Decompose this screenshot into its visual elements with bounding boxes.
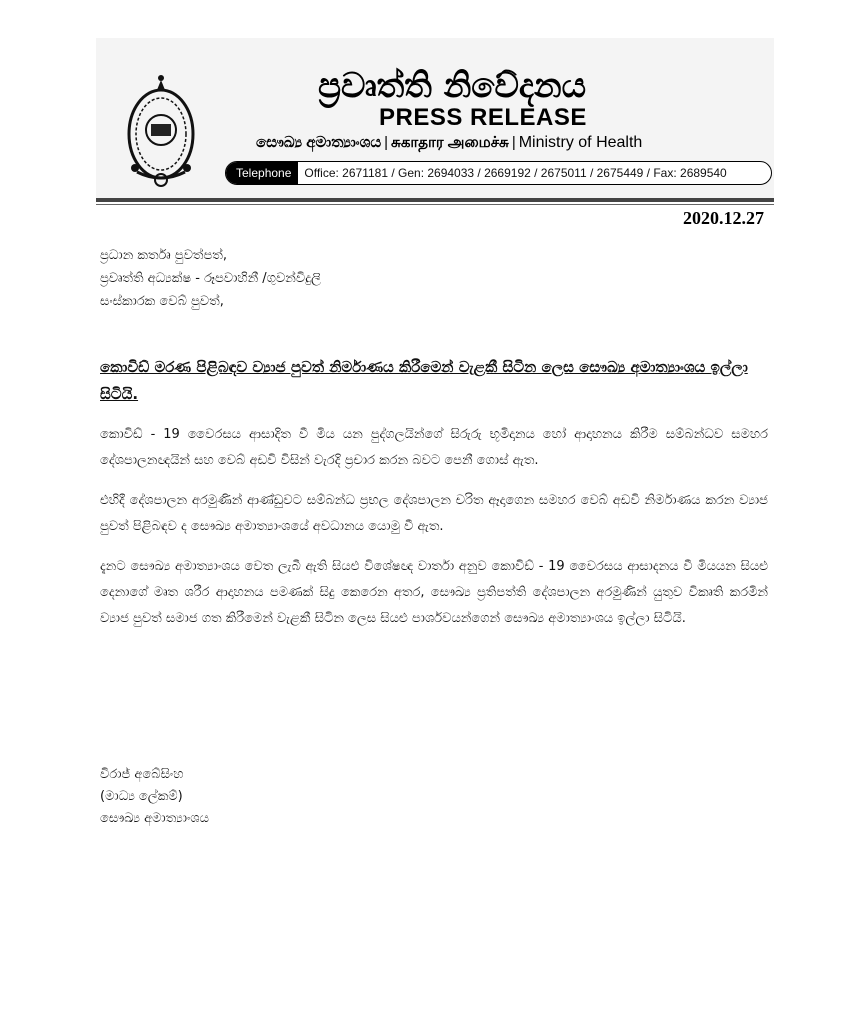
separator: |: [511, 134, 516, 151]
telephone-bar: [225, 161, 772, 185]
sri-lanka-emblem-icon: [125, 72, 197, 190]
paragraph: දැනට සෞඛ්‍ය අමාත්‍යාංශය වෙත ලැබී ඇති සියළු විශේෂඥ වාර්තා අනුව කොවිඩ් - 19 වෛරසය ආසාදනය වී මියයන සියළු දෙනාගේ මෘත ශරීර ආදාහනය පමණක් සිදු කෙරෙන අතර, සෞඛ්‍ය ප්‍රතිපත්ති දේශපාලන අරමුණින් යුතුව විකෘති කරමින් ව්‍යාජ පුවත් සමාජ ගත කිරීමෙන් වැළකී සිටින ලෙස සියළු පාර්ශවයන්ගෙන් සෞඛ්‍ය අමාත්‍යාංශය ඉල්ලා සිටියි.: [100, 559, 768, 626]
telephone-numbers: Office: 2671181 / Gen: 2694033 / 2669192 / 2675011 / 2675449 / Fax: 2689540: [304, 166, 727, 180]
ministry-line: [256, 134, 642, 153]
header-divider: [96, 198, 774, 202]
body-text: [100, 422, 768, 646]
recipients-block: [100, 244, 321, 313]
ministry-sinhala: සෞඛ්‍ය අමාත්‍යාංශය: [256, 134, 382, 151]
ministry-tamil: சுகாதார அமைச்சு: [391, 134, 509, 151]
release-date: 2020.12.27: [683, 208, 764, 228]
separator: |: [384, 134, 389, 151]
recipient-line: ප්‍රවෘත්ති අධ්‍යක්ෂ - රූපවාහිනී /ගුවන්විදුලි: [100, 271, 321, 286]
signatory-org: සෞඛ්‍ය අමාත්‍යාංශය: [100, 811, 209, 826]
paragraph: එහිදී දේශපාලන අරමුණින් ආණ්ඩුවට සම්බන්ධ ප්‍රභල දේශපාලන චරිත ඈදාගෙන සමහර වෙබ් අඩවි නිර්මාණය කරන ව්‍යාජ පුවත් පිළිබඳව ද සෞඛ්‍ය අමාත්‍යාංශයේ අවධානය යොමු වී ඇත.: [100, 493, 768, 534]
title-sinhala: ප්‍රවෘත්ති නිවේදනය: [318, 66, 587, 106]
signatory-title: (මාධ්‍ය ලේකම්): [100, 789, 183, 804]
paragraph: කොවිඩ් - 19 වෛරසය ආසාදිත වී මිය යන පුද්ගලයින්ගේ සිරුරු භූමිදානය හෝ ආදාහනය කිරීම සම්බන්ධව සමහර දේශපාලනඥයින් සහ වෙබ් අඩවි විසින් වැරදි ප්‍රචාර කරන බවට පෙනී ගොස් ඇත.: [100, 427, 768, 468]
title-english: PRESS RELEASE: [379, 104, 587, 131]
telephone-label: Telephone: [226, 162, 298, 184]
recipient-line: සංස්කාරක වෙබ් පුවත්,: [100, 294, 224, 309]
headline: කොවිඩ් මරණ පිළිබඳව ව්‍යාජ පුවත් නිර්මාණය කිරීමෙන් වැළකී සිටින ලෙස සෞඛ්‍ය අමාත්‍යාංශය ඉල්ලා සිටියි.: [100, 358, 748, 403]
recipient-line: ප්‍රධාන කර්තෘ පුවත්පත්,: [100, 248, 227, 263]
signature-block: [100, 764, 209, 830]
signatory-name: විරාජ් අබේසිංහ: [100, 767, 184, 782]
header-divider-thin: [96, 204, 774, 205]
ministry-english: Ministry of Health: [518, 134, 643, 151]
